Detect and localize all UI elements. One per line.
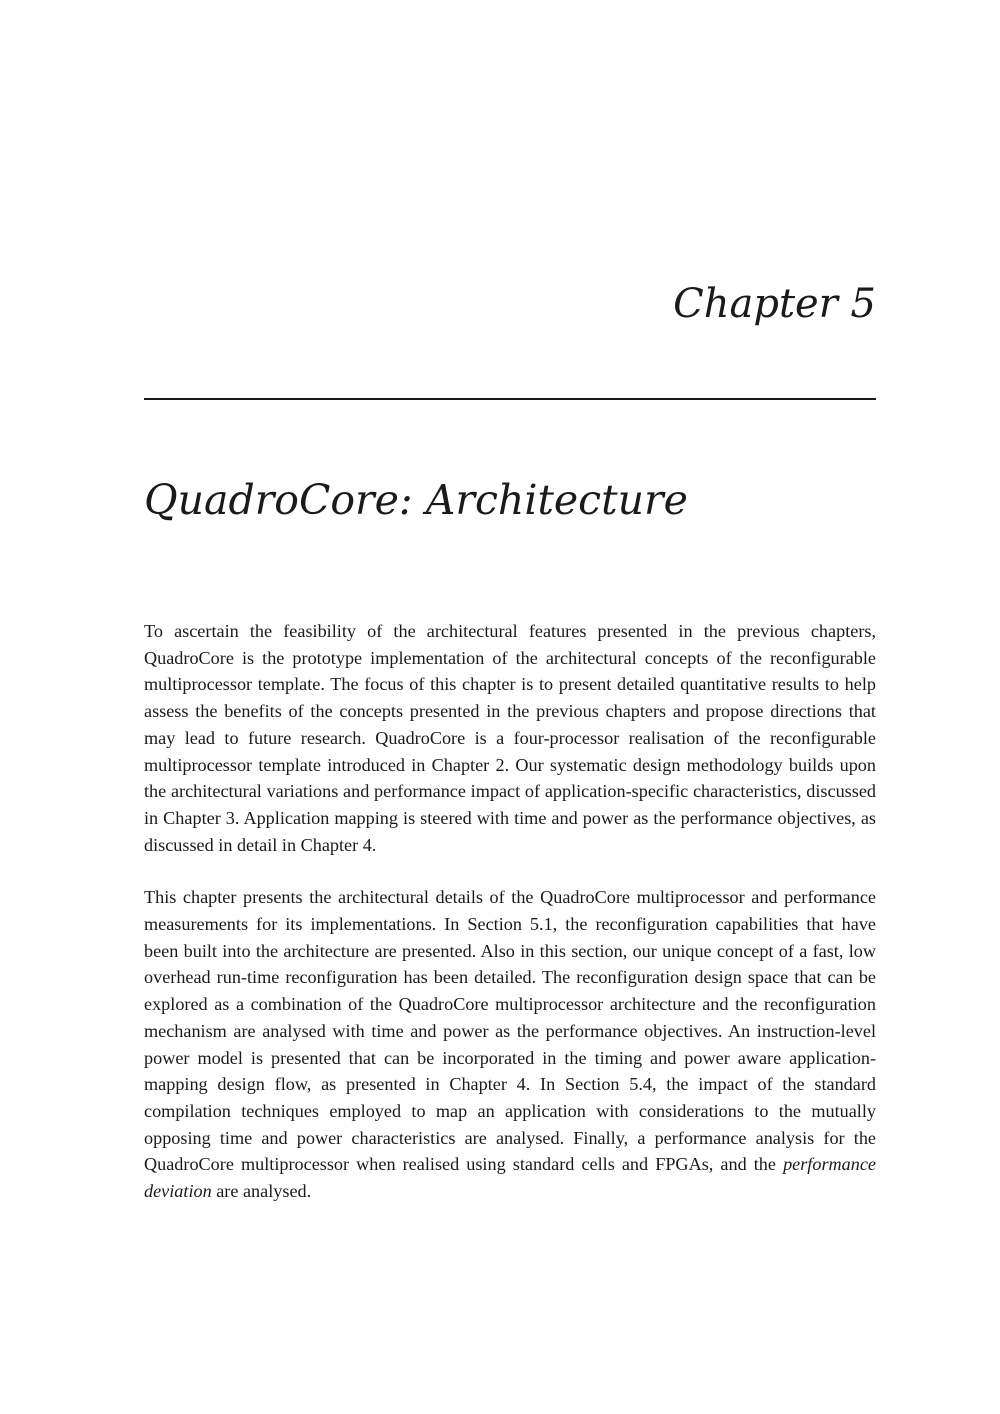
chapter-divider-rule (144, 398, 876, 400)
intro-paragraph-2 (144, 884, 876, 1204)
chapter-body (144, 618, 876, 1205)
chapter-number-heading: Chapter 5 (673, 281, 876, 327)
chapter-title: QuadroCore: Architecture (144, 476, 688, 524)
intro-paragraph-1: To ascertain the feasibility of the architectural features presented in the previous chapters, QuadroCore is the prototype implementation of the architectural concepts of the reconfigurable multiprocessor template. The focus of this chapter is to present detailed quantitative results to help assess the benefits of the concepts presented in the previous chapters and propose directions that may lead to future research. QuadroCore is a four-processor realisation of the reconfigurable multiprocessor template introduced in Chapter 2. Our systematic design methodology builds upon the architectural variations and performance impact of application-specific characteristics, discussed in Chapter 3. Application mapping is steered with time and power as the performance objectives, as discussed in detail in Chapter 4. (144, 621, 876, 855)
paragraph-2-text-end: are analysed. (211, 1181, 312, 1202)
emphasis-performance-deviation: performance deviation (144, 1154, 876, 1202)
paragraph-2-text-start: This chapter presents the architectural details of the QuadroCore multiprocessor and performance measurements for its implementations. In Section 5.1, the reconfiguration capabilities that have been built into the architecture are presented. Also in this section, our unique concept of a fast, low overhead run-time reconfiguration has been detailed. The reconfiguration design space that can be explored as a combination of the QuadroCore multiprocessor architecture and the reconfiguration mechanism are analysed with time and power as the performance objectives. An instruction-level power model is presented that can be incorporated in the timing and power aware application-mapping design flow, as presented in Chapter 4. In Section 5.4, the impact of the standard compilation techniques employed to map an application with considerations to the mutually opposing time and power characteristics are analysed. Finally, a performance analysis for the QuadroCore multiprocessor when realised using standard cells and FPGAs, and the (144, 887, 876, 1175)
